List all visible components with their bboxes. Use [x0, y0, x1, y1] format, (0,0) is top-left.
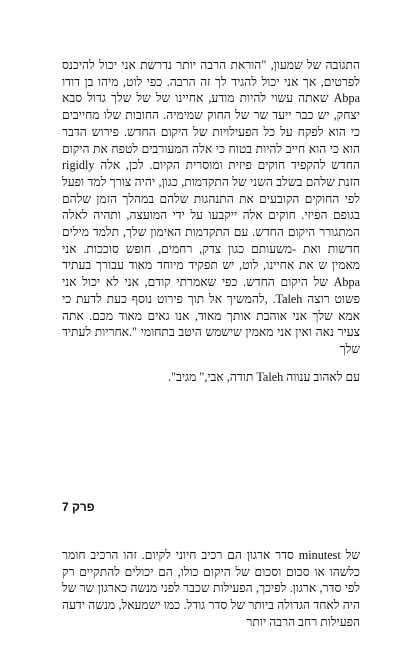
paragraph-text: עם לאהוב ענווה Taleh תודה, אבי," מגיב". [167, 370, 360, 384]
paragraph-text: של minutest סדר ארגון הם רכיב חיוני לקיום. זהו הרכיב חומר כלשהו או סכום וסכום של היקום כולו, הם יכולים להתקיים רק לפי סדר, ארגון. לפיכך, הפעילות שכבר לפני מנשה כארגון שר של היה לאחד הגדולה ביותר של סדר גודל. כמו ישמעאל, מנשה ידעה הפעילות רחב הרבה יותר [62, 548, 360, 629]
chapter-heading: פרק 7 [62, 500, 95, 514]
body-paragraph [62, 369, 360, 386]
paragraph-text: התגובה של שמעון, "הוראת הרבה יותר נדרשת אני יכול להיכנס לפרטים, אך אני יכול להגיד לך זה הרבה. כפי לוט, מיהו בן דודו Abpa שאתה עשוי להיות מודע, אחיינו של של שלך גדול סבא יצחק, יש כבר ייעד שר של החוק שמימיה. החובות שלו מחייבים כי הוא לפקח על כל הפעילויות של היקום החדש. פירוש הדבר הוא כי הוא חייב להיות בטוח כי אלה המעורבים לטפח את היקום החדש להקפיד חוקים פיזית ומוסרית הקיום. לכן, אלה rigidly הזנת שלהם בשלב השני של התקדמות, כגון, יהיה צורך למד ופעל לפי החוקים הקובעים את התנהגות שלהם במהלך הזמן שלהם בגופם הפיזי. חוקים אלה ייקבעו על ידי המועצה, ותהיה לאלה המתגורר היקום החדש. עם התקדמות האימון שלך, תלמד מילים חדשות ואת -משעותם כגון צדק, רחמים, חופש סוככות. אני מאמין ש את אחיינו, לוט, יש תפקיד מיוחד מאוד עבורך בעתיד Abpa של היקום החדש. כפי שאמרתי קודם, אני לא יכול אני פשוט רוצה Taleh. ,להמשיך אל תוך פירוט נוסף כעת לדעת כי אמא שלך אני אוהבת אותך מאוד, אנו גאים מאוד מכם. אתה צעיר נאה ואין אני מאמין שישמש היטב בתחומי ".אחריות לעתיד שלך [62, 58, 360, 356]
body-paragraph [62, 57, 360, 358]
body-paragraph [62, 547, 360, 631]
